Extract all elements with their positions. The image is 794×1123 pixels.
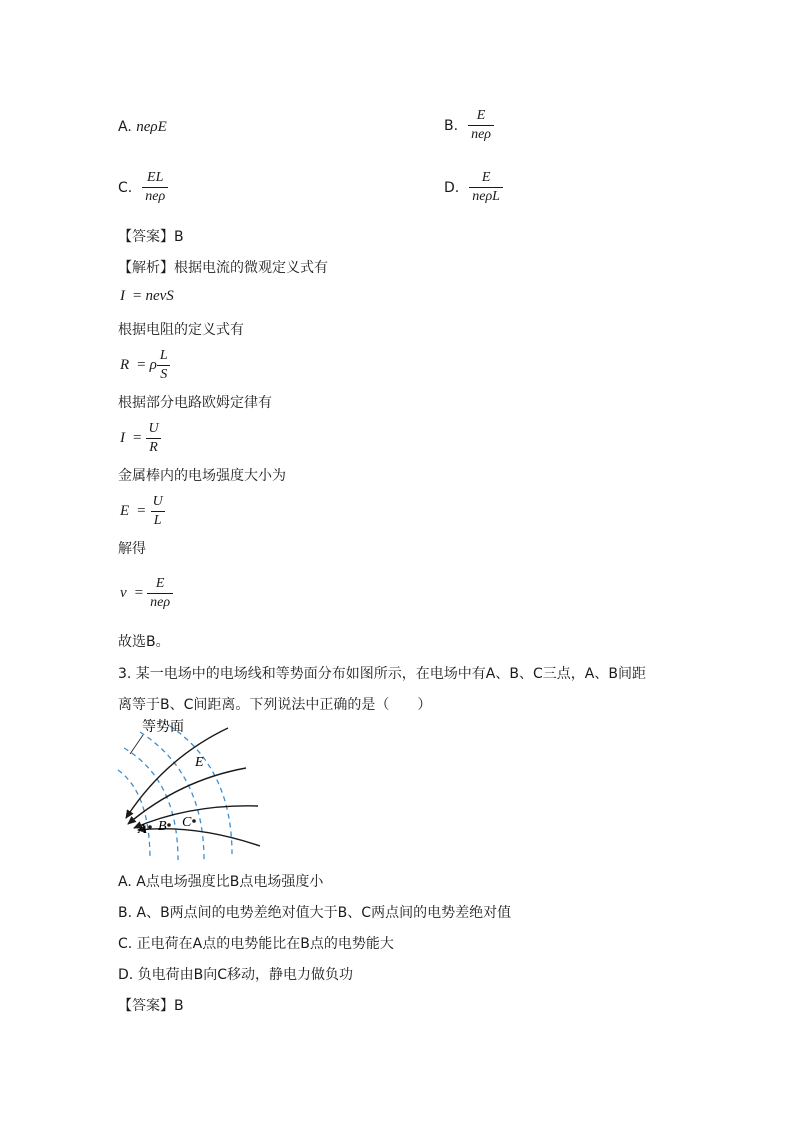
option-fraction (468, 107, 494, 144)
equals-sign: = (134, 585, 144, 601)
question-3-option-a: A. A点电场强度比B点电场强度小 (118, 874, 324, 890)
fraction-denominator: neρL (469, 187, 503, 206)
fraction-denominator: neρ (142, 187, 168, 206)
fraction-numerator: L (159, 348, 168, 363)
field-line (138, 829, 260, 846)
field-line (134, 806, 258, 828)
formula-lhs: R (120, 357, 130, 373)
equipotential-line (140, 732, 204, 860)
equals-sign: = (133, 288, 142, 304)
equals-sign: = (133, 430, 142, 446)
option-letter: D. (444, 179, 460, 196)
formula-coefficient: ρ (149, 357, 157, 373)
analysis-text-solve: 解得 (118, 541, 146, 557)
label-leader-line (130, 735, 143, 754)
formula-lhs: I (120, 288, 125, 304)
point-a-dot (148, 825, 152, 829)
equals-sign: = (137, 503, 146, 519)
label-point-c: C (182, 815, 192, 830)
fraction-denominator: R (146, 438, 161, 457)
point-c-dot (192, 819, 196, 823)
electric-field-diagram (110, 718, 270, 863)
formula-fraction (147, 575, 173, 612)
label-field-e: E (195, 755, 204, 770)
formula-field (120, 493, 166, 530)
fraction-denominator: neρ (147, 593, 173, 612)
option-b (444, 107, 494, 144)
analysis-conclusion: 故选B。 (118, 634, 170, 650)
equipotential-line (118, 770, 150, 860)
option-fraction (142, 169, 168, 206)
question-3-option-b: B. A、B两点间的电势差绝对值大于B、C两点间的电势差绝对值 (118, 905, 512, 921)
formula-resistance (120, 347, 171, 384)
formula-velocity (120, 575, 173, 612)
question-3-option-d: D. 负电荷由B向C移动，静电力做负功 (118, 967, 354, 983)
analysis-text-field: 金属棒内的电场强度大小为 (118, 468, 286, 484)
formula-fraction (157, 347, 171, 384)
question-3-line-2: 离等于B、C间距离。下列说法中正确的是（ ） (118, 697, 432, 713)
analysis-text-ohm: 根据部分电路欧姆定律有 (118, 395, 272, 411)
formula-fraction (150, 493, 166, 530)
option-d (444, 169, 503, 206)
label-point-a: A (138, 822, 147, 837)
analysis-intro: 【解析】根据电流的微观定义式有 (118, 260, 328, 276)
question-3-answer: 【答案】B (118, 998, 184, 1014)
label-equipotential: 等势面 (142, 720, 184, 735)
fraction-denominator: L (151, 511, 165, 530)
fraction-denominator: neρ (468, 125, 494, 144)
question-3-line-1: 3. 某一电场中的电场线和等势面分布如图所示，在电场中有A、B、C三点，A、B间距 (118, 666, 646, 682)
fraction-numerator: E (155, 576, 165, 591)
point-b-dot (167, 823, 171, 827)
fraction-denominator: S (157, 365, 170, 384)
option-letter: A. (118, 119, 132, 135)
option-fraction (469, 169, 503, 206)
label-point-b: B (158, 819, 167, 834)
option-c (118, 169, 168, 206)
equals-sign: = (137, 357, 146, 373)
fraction-numerator: U (152, 494, 163, 509)
formula-lhs: I (120, 430, 125, 446)
option-expr: neρE (136, 119, 167, 135)
fraction-numerator: E (476, 108, 486, 123)
option-letter: C. (118, 179, 133, 196)
formula-lhs: E (120, 503, 130, 519)
formula-current (120, 288, 178, 305)
analysis-text-resistance: 根据电阻的定义式有 (118, 322, 244, 338)
formula-fraction (145, 420, 161, 457)
formula-ohm (120, 420, 162, 457)
option-a (118, 117, 167, 137)
option-letter: B. (444, 117, 459, 134)
answer-label: 【答案】B (118, 229, 184, 245)
question-3-option-c: C. 正电荷在A点的电势能比在B点的电势能大 (118, 936, 394, 952)
fraction-numerator: EL (147, 170, 164, 185)
equipotential-line (124, 748, 178, 860)
fraction-numerator: U (148, 421, 159, 436)
fraction-numerator: E (481, 170, 491, 185)
formula-rhs: nevS (145, 288, 174, 304)
formula-lhs: v (120, 585, 127, 601)
